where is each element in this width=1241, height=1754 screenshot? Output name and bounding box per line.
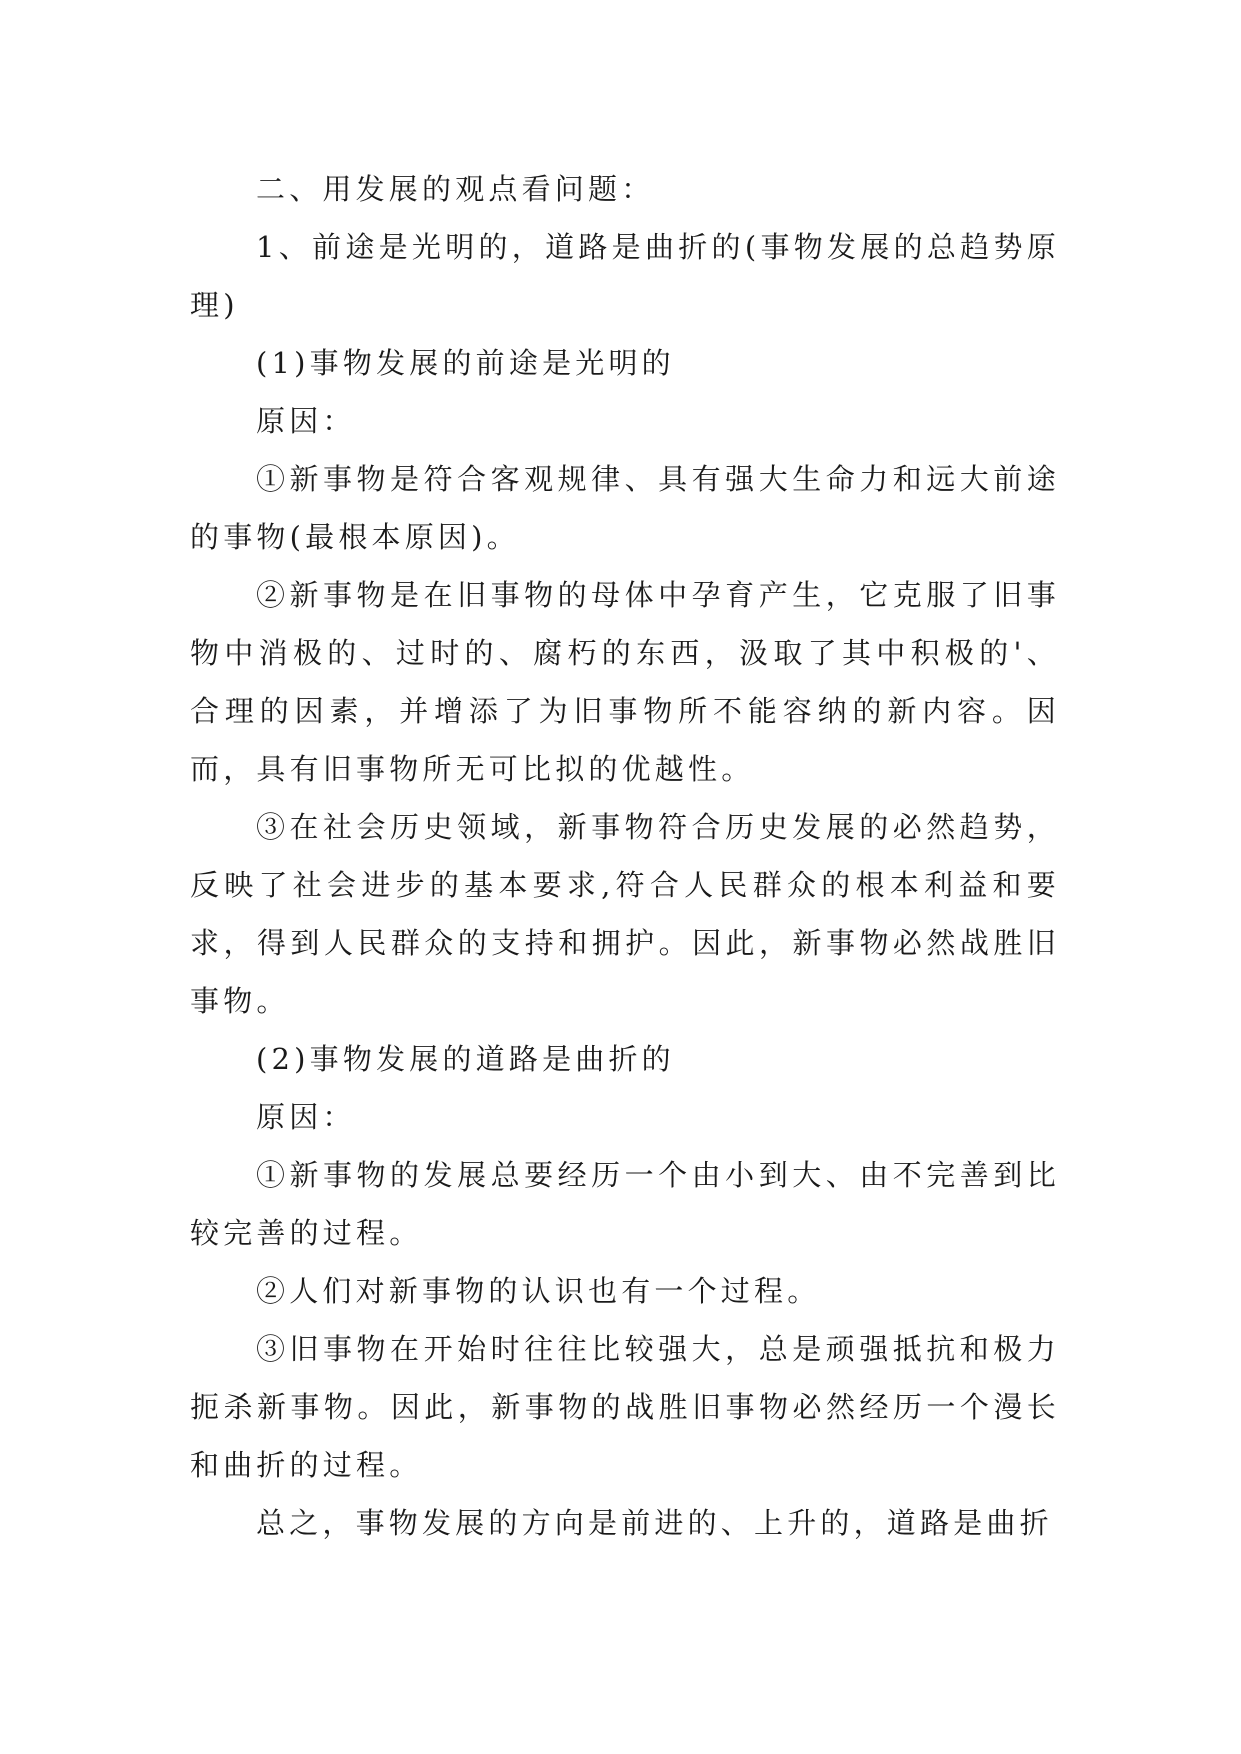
reason-label: 原因： <box>256 1100 356 1134</box>
subsection-heading: 1、前途是光明的，道路是曲折的(事物发展的总趋势原理) <box>190 230 1061 322</box>
reason-item: ③旧事物在开始时往往比较强大，总是顽强抵抗和极力扼杀新事物。因此，新事物的战胜旧事物必然经历一个漫长和曲折的过程。 <box>190 1332 1060 1482</box>
reason-item: ②人们对新事物的认识也有一个过程。 <box>256 1274 821 1308</box>
document-body <box>190 160 1060 1552</box>
reason-item: ①新事物是符合客观规律、具有强大生命力和远大前途的事物(最根本原因)。 <box>190 462 1060 554</box>
reason-item: ③在社会历史领域，新事物符合历史发展的必然趋势，反映了社会进步的基本要求,符合人民群众的根本利益和要求，得到人民群众的支持和拥护。因此，新事物必然战胜旧事物。 <box>190 810 1060 1018</box>
point-heading: (2)事物发展的道路是曲折的 <box>256 1042 675 1076</box>
reason-item: ①新事物的发展总要经历一个由小到大、由不完善到比较完善的过程。 <box>190 1158 1060 1250</box>
reason-label: 原因： <box>256 404 356 438</box>
reason-item: ②新事物是在旧事物的母体中孕育产生，它克服了旧事物中消极的、过时的、腐朽的东西，汲取了其中积极的'、合理的因素，并增添了为旧事物所不能容纳的新内容。因而，具有旧事物所无可比拟的优越性。 <box>190 578 1060 786</box>
section-heading: 二、用发展的观点看问题： <box>256 172 655 206</box>
point-heading: (1)事物发展的前途是光明的 <box>256 346 675 380</box>
summary-paragraph: 总之，事物发展的方向是前进的、上升的，道路是曲折 <box>256 1506 1053 1540</box>
